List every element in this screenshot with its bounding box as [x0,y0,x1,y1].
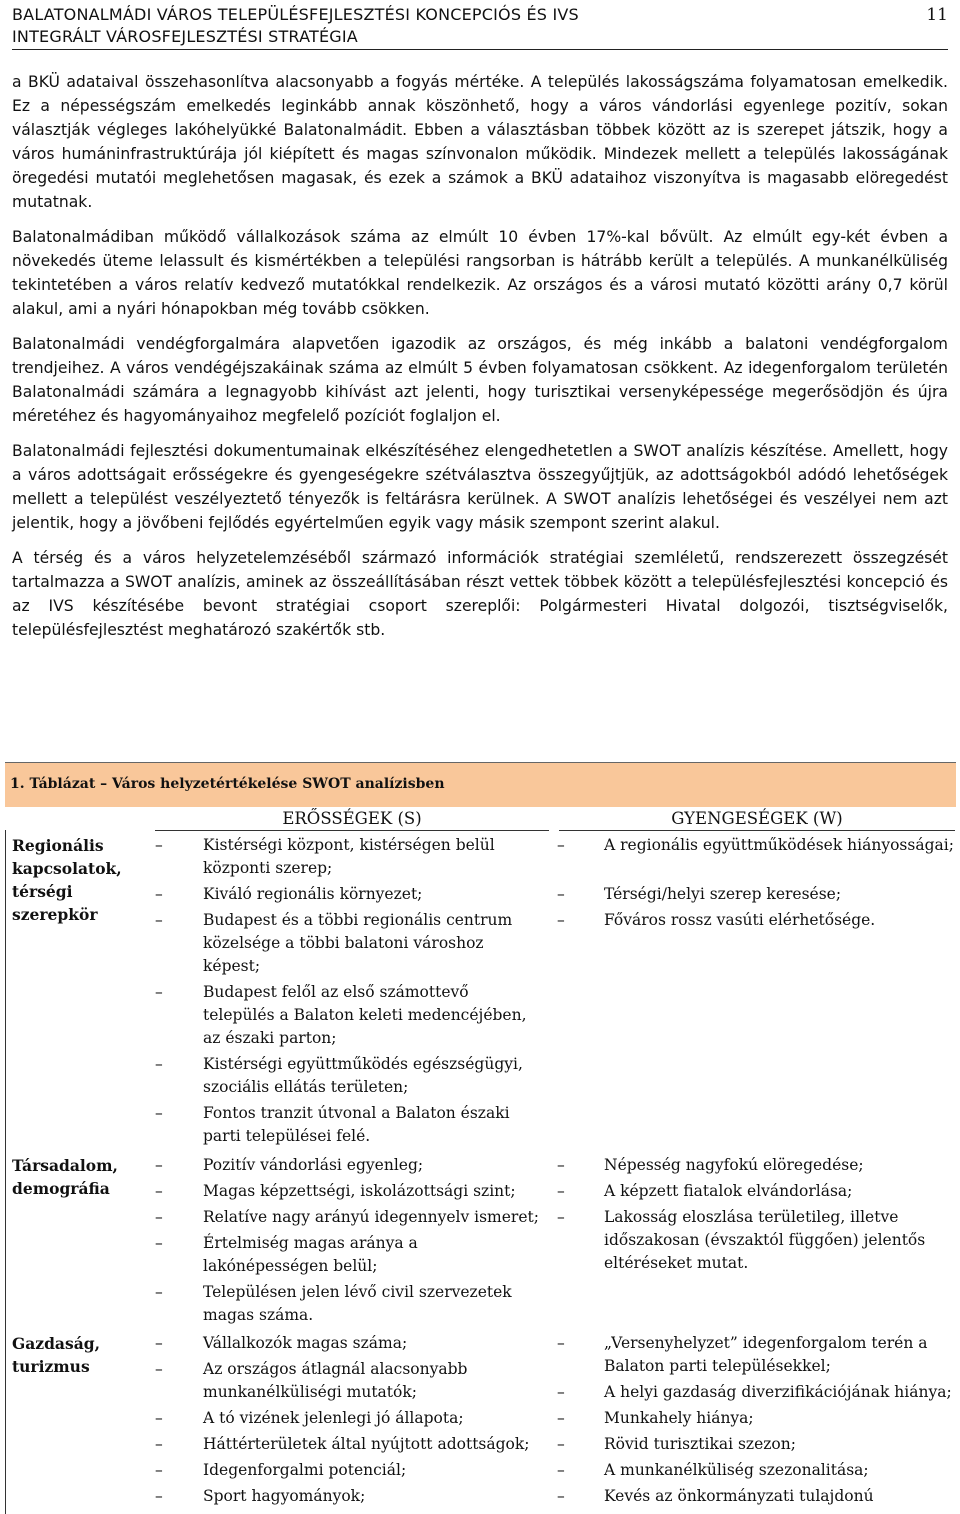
list-dash: – [557,911,565,929]
swot-table [5,762,956,1514]
weaknesses-text: A helyi gazdaság diverzifikációjának hiánya; [604,1383,952,1401]
list-dash: – [155,911,163,929]
list-dash: – [557,836,565,854]
paragraph: Balatonalmádiban működő vállalkozások száma az elmúlt 10 évben 17%-kal bővült. Az elmúlt egy-két évben a növekedés üteme lelassult és kismértékben a települési rangsorban is hátrább került a település. A munkanélküliség tekintetében a város relatív kedvező mutatókkal rendelkezik. Az országos és a városi mutató közötti arány 0,7 körül alakul, ami a nyári hónapokban még tovább csökken. [12,228,948,318]
list-dash: – [155,1360,163,1378]
strengths-item [155,981,545,1050]
weaknesses-text: Térségi/helyi szerep keresése; [604,885,842,903]
weaknesses-text: A munkanélküliség szezonalitása; [604,1461,869,1479]
strengths-item [155,1485,545,1508]
list-dash: – [557,1383,565,1401]
page-number: 11 [926,5,948,25]
weaknesses-item [557,1381,955,1404]
column-header-rule [559,830,955,831]
strengths-item [155,834,545,880]
list-dash: – [155,1409,163,1427]
row-label: Regionális kapcsolatok, térségi szerepkör [12,836,122,924]
weaknesses-header: GYENGESÉGEK (W) [671,809,843,828]
strengths-header: ERŐSSÉGEK (S) [282,809,422,828]
paragraph: Balatonalmádi vendégforgalmára alapvetően igazodik az országos, és még inkább a balatoni vendégforgalom trendjeihez. A város vendégéjszakáinak száma az elmúlt 5 évben folyamatosan csökkent. Az idegenforgalom területén Balatonalmádi számára a legnagyobb kihívást azt jelenti, hogy turisztikai versenyképessége megerősödjön és újra méretéhez és hagyományaihoz megfelelő pozíciót foglaljon el. [12,335,948,425]
strengths-item [155,1206,545,1229]
strengths-item [155,1154,545,1177]
strengths-item [155,1433,545,1456]
strengths-item [155,1407,545,1430]
strengths-text: Magas képzettségi, iskolázottsági szint; [203,1182,516,1200]
strengths-item [155,1358,545,1404]
strengths-text: A tó vizének jelenlegi jó állapota; [203,1409,464,1427]
label-column-rule [5,830,6,1514]
paragraph: A térség és a város helyzetelemzéséből származó információk stratégiai szemléletű, rendszerezett összegzését tartalmazza a SWOT analízis, aminek az összeállításában részt vettek többek között a településfejlesztési koncepció és az IVS készítésébe bevont stratégiai csoport szereplői: Polgármesteri Hivatal dolgozói, tisztségviselők, településfejlesztést meghatározó szakértők stb. [12,549,948,639]
body-text [12,70,948,653]
list-dash: – [155,1208,163,1226]
list-dash: – [155,1461,163,1479]
list-dash: – [155,1487,163,1505]
strengths-text: Kistérségi együttműködés egészségügyi, szociális ellátás területen; [203,1055,523,1096]
weaknesses-text: Népesség nagyfokú elöregedése; [604,1156,864,1174]
list-dash: – [155,1234,163,1252]
strengths-text: Értelmiség magas aránya a lakónépességen belül; [203,1234,418,1275]
strengths-text: Háttérterületek által nyújtott adottságok; [203,1435,530,1453]
list-dash: – [155,1182,163,1200]
strengths-text: Kistérségi központ, kistérségen belül központi szerep; [203,836,495,877]
list-dash: – [155,1334,163,1352]
list-dash: – [155,885,163,903]
list-dash: – [557,1461,565,1479]
list-dash: – [155,983,163,1001]
strengths-text: Idegenforgalmi potenciál; [203,1461,407,1479]
weaknesses-item [557,1332,955,1378]
weaknesses-item [557,1206,955,1275]
weaknesses-text: A képzett fiatalok elvándorlása; [604,1182,853,1200]
weaknesses-item [557,1407,955,1430]
list-dash: – [155,1283,163,1301]
paragraph: a BKÜ adataival összehasonlítva alacsonyabb a fogyás mértéke. A település lakosságszáma folyamatosan emelkedik. Ez a népességszám emelkedés leginkább annak köszönhető, hogy a város vándorlási egyenlege pozitív, sokan választják végleges lakóhelyükké Balatonalmádit. Ebben a választásban többek között az is szerepet játszik, hogy a város humáninfrastruktúrája jól kiépített és magas színvonalon működik. Mindezek mellett a település lakosságának öregedési mutatói meglehetősen magasak, és ezek a számok a BKÜ adataihoz viszonyítva is magasabb elöregedést mutatnak. [12,73,948,211]
strengths-item [155,1459,545,1482]
strengths-item [155,883,545,906]
list-dash: – [155,1104,163,1122]
strengths-item [155,1102,545,1148]
list-dash: – [155,836,163,854]
row-label: Társadalom, demográfia [12,1156,118,1198]
strengths-text: Településen jelen lévő civil szervezetek magas száma. [203,1283,512,1324]
weaknesses-text: A regionális együttműködések hiányosságai; [604,836,954,854]
weaknesses-item [557,1433,955,1456]
strengths-text: Kiváló regionális környezet; [203,885,423,903]
strengths-text: Sport hagyományok; [203,1487,366,1505]
running-header [12,4,948,50]
list-dash: – [155,1055,163,1073]
paragraph: Balatonalmádi fejlesztési dokumentumainak elkészítéséhez elengedhetetlen a SWOT analízis készítése. Amellett, hogy a város adottságait erősségekre és gyengeségekre szétválasztva összegyűjtjük, az adottságokból adódó lehetőségek mellett a települést veszélyeztető tényezők is feltárásra kerülnek. A SWOT analízis lehetőségei és veszélyei nem azt jelentik, hogy a jövőbeni fejlődés egyértelműen egyik vagy másik szempont szerint alakul. [12,442,948,532]
strengths-item [155,1180,545,1203]
weaknesses-text: Főváros rossz vasúti elérhetősége. [604,911,876,929]
list-dash: – [557,1487,565,1505]
weaknesses-item [557,1485,955,1508]
weaknesses-text: Kevés az önkormányzati tulajdonú [604,1487,874,1505]
weaknesses-item [557,1154,955,1177]
list-dash: – [557,1435,565,1453]
strengths-item [155,1281,545,1327]
list-dash: – [557,1182,565,1200]
strengths-text: Az országos átlagnál alacsonyabb munkanélküliségi mutatók; [203,1360,468,1401]
strengths-item [155,1053,545,1099]
weaknesses-text: Rövid turisztikai szezon; [604,1435,796,1453]
weaknesses-item [557,909,955,932]
strengths-item [155,909,545,978]
strengths-text: Budapest és a többi regionális centrum közelsége a többi balatoni városhoz képest; [203,911,513,975]
weaknesses-item [557,1180,955,1203]
strengths-text: Fontos tranzit útvonal a Balaton északi parti települései felé. [203,1104,510,1145]
strengths-text: Budapest felől az első számottevő település a Balaton keleti medencéjében, az északi parton; [203,983,527,1047]
strengths-text: Vállalkozók magas száma; [203,1334,408,1352]
weaknesses-text: Munkahely hiánya; [604,1409,754,1427]
strengths-item [155,1232,545,1278]
list-dash: – [155,1156,163,1174]
table-caption: 1. Táblázat – Város helyzetértékelése SWOT analízisben [10,776,445,792]
table-caption-bar [5,762,956,807]
weaknesses-item [557,1459,955,1482]
list-dash: – [557,885,565,903]
list-dash: – [557,1334,565,1352]
list-dash: – [557,1409,565,1427]
header-title-line-2: INTEGRÁLT VÁROSFEJLESZTÉSI STRATÉGIA [12,27,358,46]
column-header-rule [155,830,549,831]
weaknesses-text: „Versenyhelyzet” idegenforgalom terén a Balaton parti településekkel; [604,1334,928,1375]
list-dash: – [557,1208,565,1226]
strengths-text: Relatíve nagy arányú idegennyelv ismeret; [203,1208,539,1226]
weaknesses-text: Lakosság eloszlása területileg, illetve időszakosan (évszaktól függően) jelentős eltéréseket mutat. [604,1208,926,1272]
strengths-item [155,1332,545,1355]
row-label: Gazdaság, turizmus [12,1334,100,1376]
header-title-line-1: BALATONALMÁDI VÁROS TELEPÜLÉSFEJLESZTÉSI KONCEPCIÓS ÉS IVS [12,5,579,24]
weaknesses-item [557,883,955,906]
list-dash: – [155,1435,163,1453]
strengths-text: Pozitív vándorlási egyenleg; [203,1156,424,1174]
list-dash: – [557,1156,565,1174]
weaknesses-item [557,834,955,857]
